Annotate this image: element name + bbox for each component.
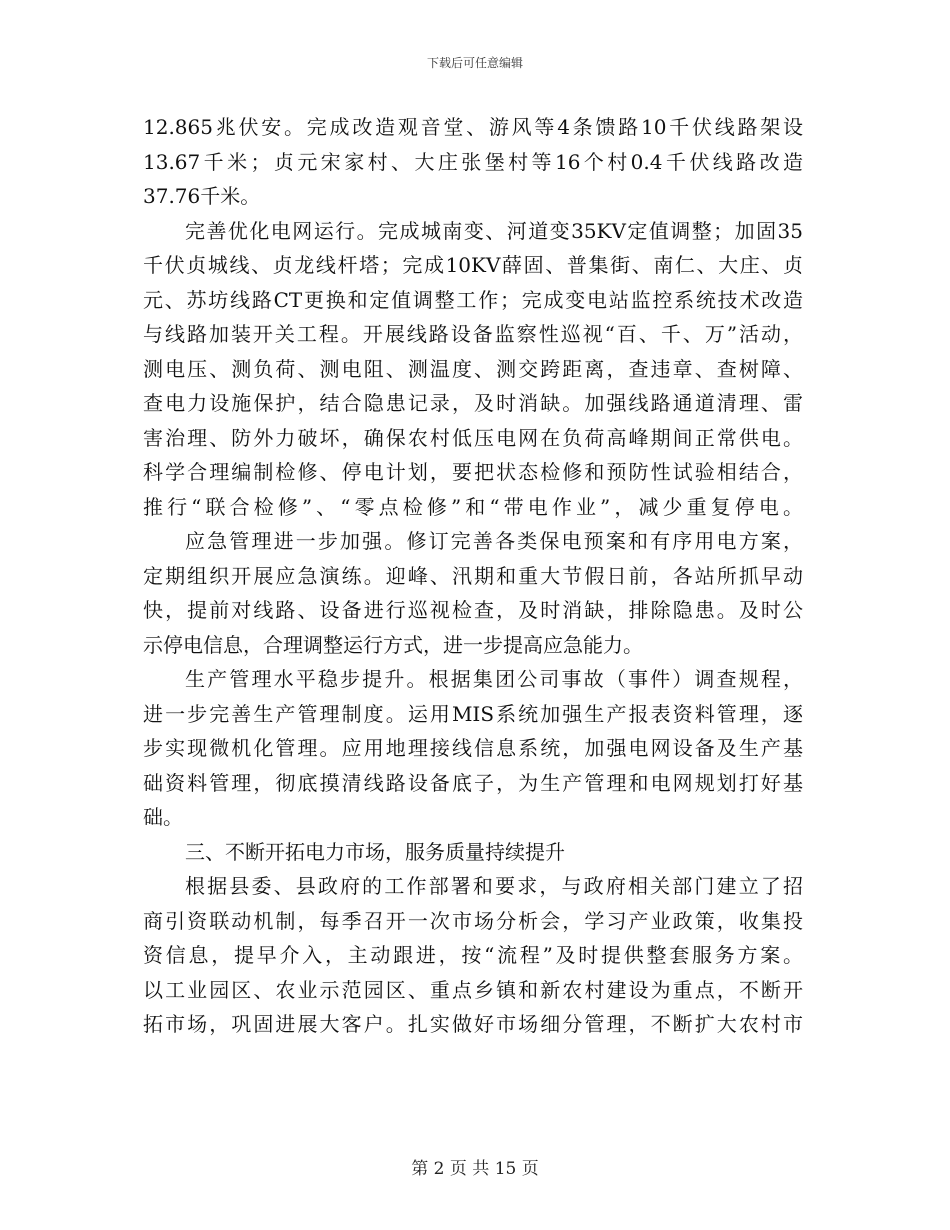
text-line: 拓市场，巩固进展大客户。扎实做好市场细分管理，不断扩大农村市: [143, 1012, 803, 1036]
page-header: 下载后可任意编辑: [426, 56, 523, 70]
paragraph-start: 完善优化电网运行。完成城南变、河道变35KV定值调整；加固35: [185, 218, 803, 243]
section-heading: 三、不断开拓电力市场，服务质量持续提升: [185, 839, 565, 864]
page-footer: 第 2 页 共 15 页: [411, 1159, 539, 1179]
text-line: 12.865兆伏安。完成改造观音堂、游风等4条馈路10千伏线路架设: [143, 115, 803, 139]
text-line: 推行“联合检修”、“零点检修”和“带电作业”，减少重复停电。: [143, 494, 803, 519]
text-line: 测电压、测负荷、测电阻、测温度、测交跨距离，查违章、查树障、: [143, 356, 803, 381]
text-line: 进一步完善生产管理制度。运用MIS系统加强生产报表资料管理，逐: [143, 701, 803, 726]
text-line: 37.76千米。: [143, 184, 261, 208]
text-line: 元、苏坊线路CT更换和定值调整工作；完成变电站监控系统技术改造: [143, 287, 803, 312]
document-body: [143, 110, 803, 1042]
text-line: 快，提前对线路、设备进行巡视检查，及时消缺，排除隐患。及时公: [143, 598, 803, 622]
text-line: 定期组织开展应急演练。迎峰、汛期和重大节假日前，各站所抓早动: [143, 563, 803, 588]
text-line: 13.67千米；贞元宋家村、大庄张堡村等16个村0.4千伏线路改造: [143, 149, 803, 174]
text-line: 千伏贞城线、贞龙线杆塔；完成10KV薛固、普集街、南仁、大庄、贞: [143, 253, 803, 277]
paragraph-start: 生产管理水平稳步提升。根据集团公司事故（事件）调查规程，: [185, 667, 803, 691]
paragraph-start: 应急管理进一步加强。修订完善各类保电预案和有序用电方案，: [185, 529, 803, 553]
paragraph-start: 根据县委、县政府的工作部署和要求，与政府相关部门建立了招: [185, 874, 803, 898]
text-line: 步实现微机化管理。应用地理接线信息系统，加强电网设备及生产基: [143, 736, 803, 760]
text-line: 商引资联动机制，每季召开一次市场分析会，学习产业政策，收集投: [143, 908, 803, 933]
text-line: 资信息，提早介入，主动跟进，按“流程”及时提供整套服务方案。: [143, 943, 803, 967]
text-line: 与线路加装开关工程。开展线路设备监察性巡视“百、千、万”活动，: [143, 322, 803, 346]
text-line: 础资料管理，彻底摸清线路设备底子，为生产管理和电网规划打好基: [143, 770, 803, 795]
text-line: 础。: [143, 805, 183, 829]
text-line: 查电力设施保护，结合隐患记录，及时消缺。加强线路通道清理、雷: [143, 391, 803, 415]
text-line: 示停电信息，合理调整运行方式，进一步提高应急能力。: [143, 632, 643, 657]
text-line: 害治理、防外力破坏，确保农村低压电网在负荷高峰期间正常供电。: [143, 425, 803, 450]
text-line: 科学合理编制检修、停电计划，要把状态检修和预防性试验相结合，: [143, 460, 803, 484]
text-line: 以工业园区、农业示范园区、重点乡镇和新农村建设为重点，不断开: [143, 977, 803, 1002]
